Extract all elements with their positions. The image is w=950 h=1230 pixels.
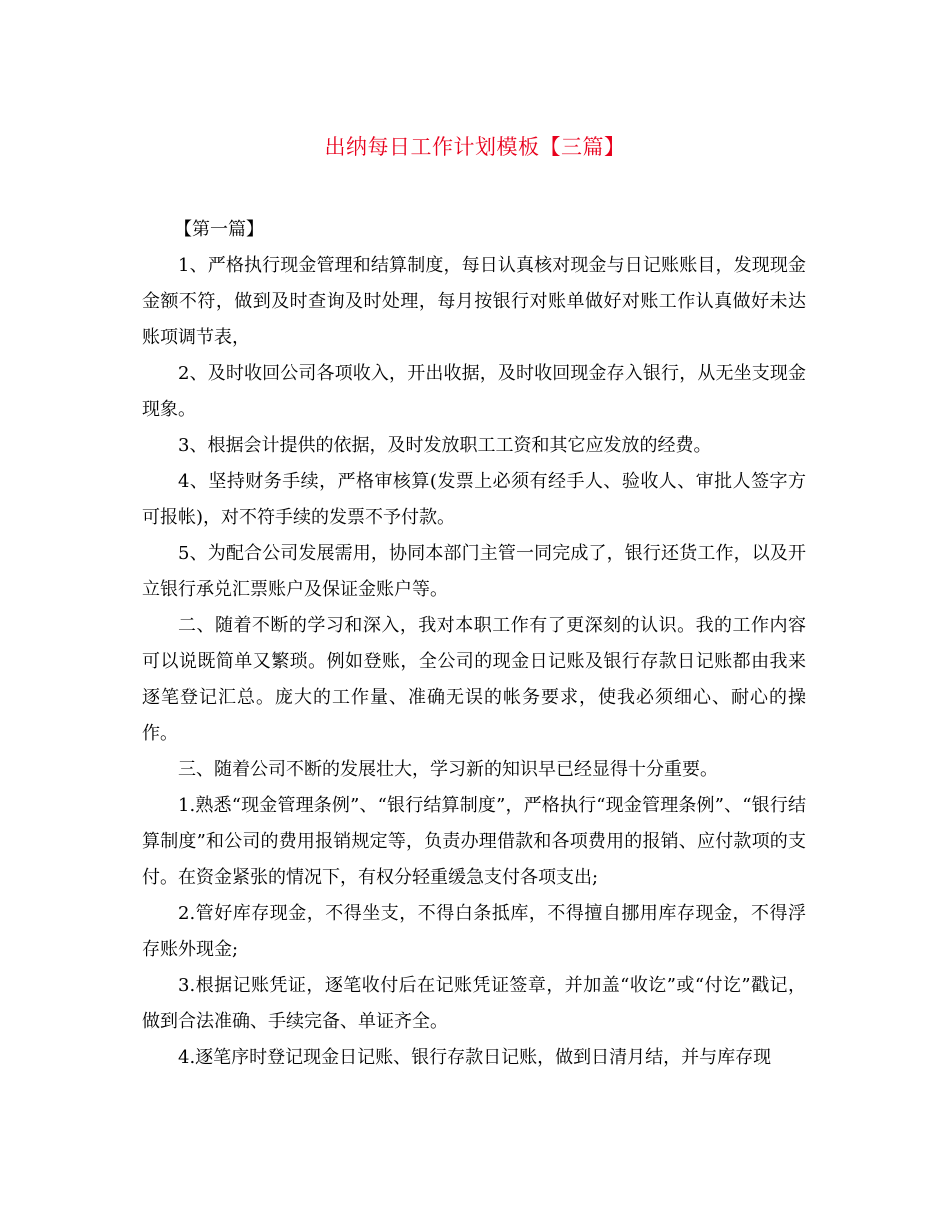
document-body	[142, 212, 806, 1076]
paragraph: 二、随着不断的学习和深入，我对本职工作有了更深刻的认识。我的工作内容可以说既简单又繁琐。例如登账，全公司的现金日记账及银行存款日记账都由我来逐笔登记汇总。庞大的工作量、准确无误的帐务要求，使我必须细心、耐心的操作。	[142, 615, 806, 744]
paragraph: 三、随着公司不断的发展壮大，学习新的知识早已经显得十分重要。	[178, 759, 718, 780]
paragraph: 2、及时收回公司各项收入，开出收据，及时收回现金存入银行，从无坐支现金现象。	[142, 363, 806, 420]
paragraph: 1.熟悉“现金管理条例”、“银行结算制度”，严格执行“现金管理条例”、“银行结算制度”和公司的费用报销规定等，负责办理借款和各项费用的报销、应付款项的支付。在资金紧张的情况下，有权分轻重缓急支付各项支出;	[142, 795, 806, 888]
section-heading: 【第一篇】	[174, 219, 264, 240]
document-title: 出纳每日工作计划模板【三篇】	[324, 135, 626, 159]
paragraph: 2.管好库存现金，不得坐支，不得白条抵库，不得擅自挪用库存现金，不得浮存账外现金;	[142, 903, 806, 960]
paragraph: 4.逐笔序时登记现金日记账、银行存款日记账，做到日清月结，并与库存现	[178, 1047, 772, 1068]
paragraph: 3、根据会计提供的依据，及时发放职工工资和其它应发放的经费。	[178, 435, 712, 456]
paragraph: 5、为配合公司发展需用，协同本部门主管一同完成了，银行还货工作，以及开立银行承兑汇票账户及保证金账户等。	[142, 543, 806, 600]
paragraph: 4、坚持财务手续，严格审核算(发票上必须有经手人、验收人、审批人签字方可报帐)，对不符手续的发票不予付款。	[142, 471, 806, 528]
paragraph: 1、严格执行现金管理和结算制度，每日认真核对现金与日记账账目，发现现金金额不符，做到及时查询及时处理，每月按银行对账单做好对账工作认真做好未达账项调节表，	[142, 255, 806, 348]
paragraph: 3.根据记账凭证，逐笔收付后在记账凭证签章，并加盖“收讫”或“付讫”戳记，做到合法准确、手续完备、单证齐全。	[142, 975, 806, 1032]
